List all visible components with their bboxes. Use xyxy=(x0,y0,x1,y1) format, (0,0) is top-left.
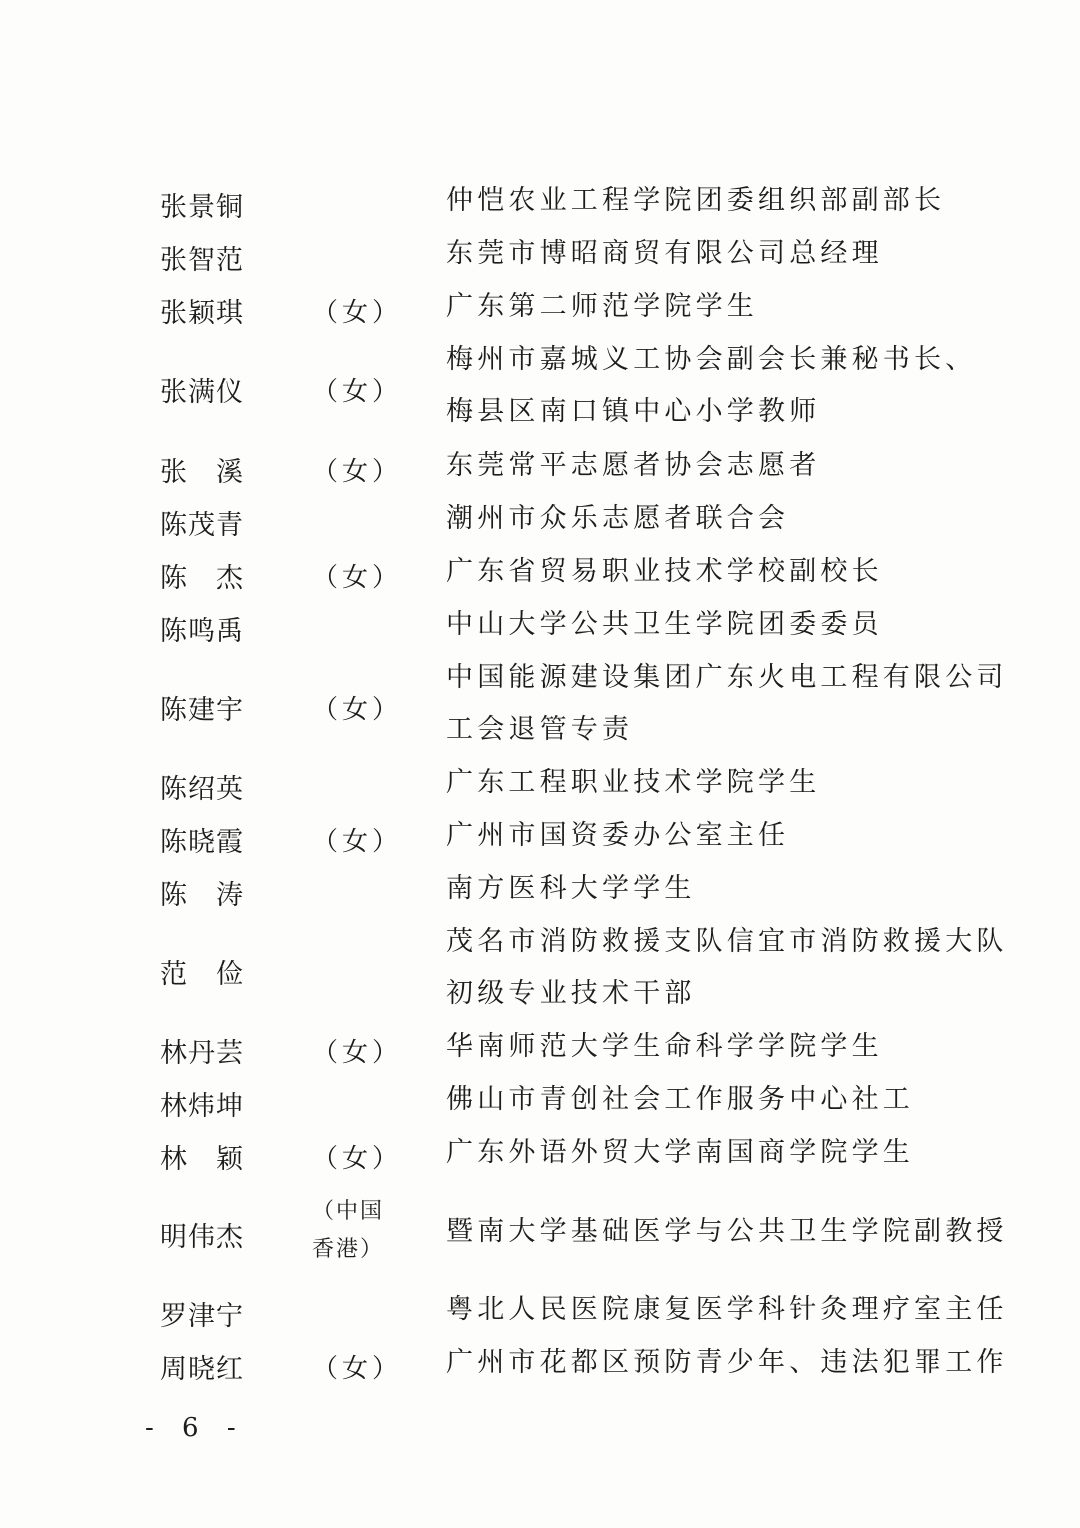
description-line: 广州市花都区预防青少年、违法犯罪工作 xyxy=(446,1347,1008,1378)
person-name: 陈建宇 xyxy=(160,695,244,726)
person-name: 陈 杰 xyxy=(160,563,244,594)
gender-note: （女） xyxy=(312,1038,403,1068)
region-note-line: 香港） xyxy=(312,1237,385,1262)
person-description xyxy=(446,1337,1008,1389)
person-name: 林丹芸 xyxy=(160,1038,244,1069)
person-name: 张颖琪 xyxy=(160,298,244,329)
description-line: 仲恺农业工程学院团委组织部副部长 xyxy=(446,185,946,216)
person-description xyxy=(446,334,976,438)
person-name: 陈鸣禹 xyxy=(160,616,244,647)
person-description xyxy=(446,757,976,809)
person-name: 范 俭 xyxy=(160,959,244,990)
description-line: 潮州市众乐志愿者联合会 xyxy=(446,503,790,534)
person-description xyxy=(446,863,976,915)
description-line: 梅县区南口镇中心小学教师 xyxy=(446,396,821,427)
person-name: 周晓红 xyxy=(160,1354,244,1385)
person-description xyxy=(446,1206,1008,1258)
person-name: 陈茂青 xyxy=(160,510,244,541)
person-description xyxy=(446,281,976,333)
region-note-line: （中国 xyxy=(312,1199,385,1224)
description-line: 广东工程职业技术学院学生 xyxy=(446,767,821,798)
description-line: 中山大学公共卫生学院团委委员 xyxy=(446,609,883,640)
person-description xyxy=(446,440,976,492)
description-line: 广州市国资委办公室主任 xyxy=(446,820,790,851)
person-name: 陈晓霞 xyxy=(160,827,244,858)
person-name: 张满仪 xyxy=(160,377,244,408)
person-description xyxy=(446,1127,976,1179)
person-description xyxy=(446,1021,976,1073)
gender-note: （女） xyxy=(312,377,403,407)
gender-note: （女） xyxy=(312,1354,403,1384)
person-description xyxy=(446,599,976,651)
person-name: 张 溪 xyxy=(160,457,244,488)
description-line: 广东省贸易职业技术学校副校长 xyxy=(446,556,883,587)
person-name: 张智范 xyxy=(160,245,244,276)
gender-note: （女） xyxy=(312,695,403,725)
description-line: 茂名市消防救援支队信宜市消防救援大队 xyxy=(446,926,1008,957)
gender-note: （女） xyxy=(312,827,403,857)
description-line: 暨南大学基础医学与公共卫生学院副教授 xyxy=(446,1216,1008,1247)
description-line: 工会退管专责 xyxy=(446,714,634,745)
person-description xyxy=(446,1074,976,1126)
page-number: - 6 - xyxy=(145,1413,246,1443)
description-line: 东莞常平志愿者协会志愿者 xyxy=(446,450,821,481)
description-line: 华南师范大学生命科学学院学生 xyxy=(446,1031,883,1062)
description-line: 中国能源建设集团广东火电工程有限公司 xyxy=(446,662,1008,693)
person-name: 陈 涛 xyxy=(160,880,244,911)
gender-note: （女） xyxy=(312,1144,403,1174)
gender-note: （女） xyxy=(312,563,403,593)
person-name: 陈绍英 xyxy=(160,774,244,805)
description-line: 佛山市青创社会工作服务中心社工 xyxy=(446,1084,914,1115)
person-description xyxy=(446,175,976,227)
description-line: 初级专业技术干部 xyxy=(446,978,696,1009)
person-description xyxy=(446,810,976,862)
person-name: 罗津宁 xyxy=(160,1301,244,1332)
gender-note: （女） xyxy=(312,457,403,487)
description-line: 广东外语外贸大学南国商学院学生 xyxy=(446,1137,914,1168)
person-description xyxy=(446,493,976,545)
person-description xyxy=(446,652,1008,756)
person-description xyxy=(446,916,1008,1020)
region-note xyxy=(312,1193,402,1269)
person-name: 林炜坤 xyxy=(160,1091,244,1122)
person-name: 明伟杰 xyxy=(160,1222,244,1253)
description-line: 东莞市博昭商贸有限公司总经理 xyxy=(446,238,883,269)
person-description xyxy=(446,228,976,280)
person-name: 张景铜 xyxy=(160,192,244,223)
person-description xyxy=(446,546,976,598)
person-description xyxy=(446,1284,1008,1336)
description-line: 南方医科大学学生 xyxy=(446,873,696,904)
description-line: 广东第二师范学院学生 xyxy=(446,291,758,322)
gender-note: （女） xyxy=(312,298,403,328)
person-name: 林 颖 xyxy=(160,1144,244,1175)
description-line: 粤北人民医院康复医学科针灸理疗室主任 xyxy=(446,1294,1008,1325)
description-line: 梅州市嘉城义工协会副会长兼秘书长、 xyxy=(446,344,977,375)
